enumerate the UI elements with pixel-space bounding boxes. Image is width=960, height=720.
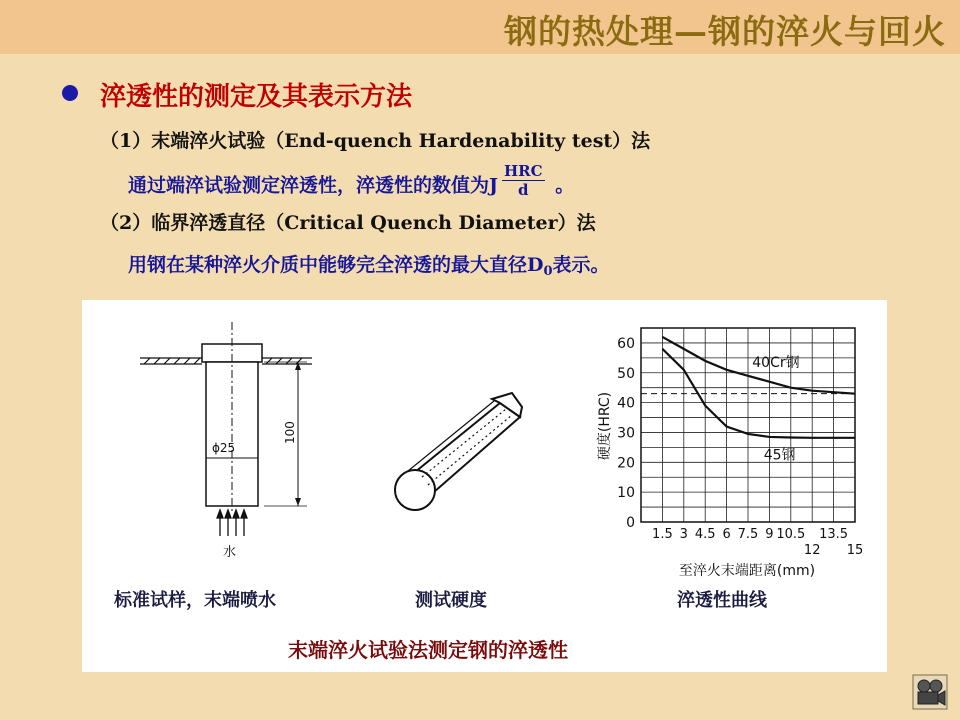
x-tick-label: 10.5 bbox=[776, 527, 806, 542]
series-label-1: 40Cr钢 bbox=[752, 354, 800, 371]
y-tick-label: 50 bbox=[617, 365, 635, 382]
series-label-2: 45钢 bbox=[763, 447, 796, 464]
y-tick-label: 0 bbox=[626, 515, 635, 531]
method-2-title: （2）临界淬透直径（Critical Quench Diameter）法 bbox=[100, 212, 596, 234]
x-tick-label: 6 bbox=[722, 527, 731, 542]
hardness-label: 测试硬度 bbox=[415, 590, 487, 611]
x-tick-label: 3 bbox=[679, 527, 688, 542]
x-tick-label: 1.5 bbox=[652, 527, 673, 542]
method-1-end: 。 bbox=[548, 174, 575, 197]
specimen-drawing bbox=[132, 318, 382, 578]
method-2-end: 表示。 bbox=[552, 254, 610, 276]
x-tick-label: 9 bbox=[765, 527, 774, 542]
curve-label: 淬透性曲线 bbox=[677, 590, 767, 611]
x-tick-label: 12 bbox=[803, 543, 821, 558]
x-tick-label: 13.5 bbox=[819, 527, 849, 542]
hardness-test-drawing bbox=[382, 385, 562, 535]
y-tick-label: 20 bbox=[617, 455, 635, 472]
y-tick-label: 60 bbox=[617, 335, 635, 352]
dimension-length: 100 bbox=[283, 421, 297, 444]
method-1-title: （1）末端淬火试验（End-quench Hardenability test）法 bbox=[100, 130, 651, 152]
hrc-fraction bbox=[502, 162, 545, 199]
figure-caption: 末端淬火试验法测定钢的淬透性 bbox=[288, 638, 568, 662]
y-tick-label: 10 bbox=[617, 485, 635, 502]
method-1-text: 通过端淬试验测定淬透性，淬透性的数值为J bbox=[128, 174, 498, 197]
fraction-denominator: d bbox=[518, 181, 529, 199]
bullet-icon bbox=[62, 85, 78, 101]
d0-subscript: 0 bbox=[543, 264, 553, 279]
method-2-description bbox=[128, 250, 610, 279]
x-tick-label: 4.5 bbox=[694, 527, 716, 542]
water-label: 水 bbox=[223, 545, 237, 560]
slide-title: 钢的热处理—钢的淬火与回火 bbox=[504, 12, 946, 51]
y-tick-label: 40 bbox=[617, 395, 635, 412]
section-heading: 淬透性的测定及其表示方法 bbox=[100, 82, 413, 112]
specimen-label: 标准试样，末端喷水 bbox=[114, 590, 276, 611]
figure-panel bbox=[82, 300, 887, 672]
movie-camera-icon[interactable] bbox=[912, 674, 948, 710]
y-tick-label: 30 bbox=[617, 425, 635, 442]
x-tick-label: 15 bbox=[846, 543, 864, 558]
hardenability-chart bbox=[587, 318, 887, 580]
method-1-description bbox=[128, 162, 575, 205]
x-tick-label: 7.5 bbox=[737, 527, 759, 542]
chart-x-label: 至淬火末端距离(mm) bbox=[678, 563, 816, 579]
fraction-numerator: HRC bbox=[504, 162, 543, 180]
chart-y-label: 硬度(HRC) bbox=[597, 391, 613, 461]
dimension-diameter: ϕ25 bbox=[212, 441, 236, 455]
method-2-text: 用钢在某种淬火介质中能够完全淬透的最大直径D bbox=[128, 254, 544, 276]
